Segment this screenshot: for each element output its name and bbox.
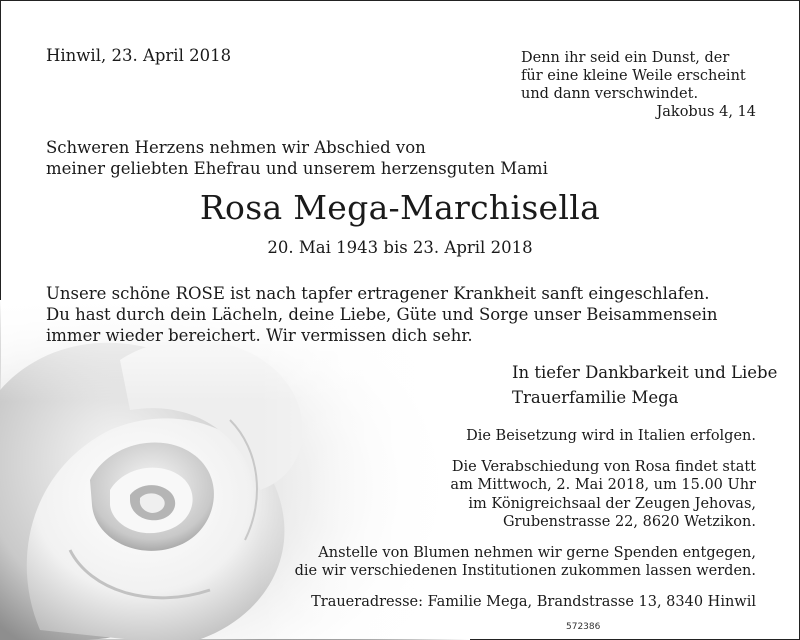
mourning-address: Traueradresse: Familie Mega, Brandstrasse 13, 8340 Hinwil xyxy=(311,593,756,610)
place-date: Hinwil, 23. April 2018 xyxy=(46,46,232,65)
ad-number: 572386 xyxy=(566,622,601,632)
intro-line: meiner geliebten Ehefrau und unserem herzensguten Mami xyxy=(46,159,548,178)
deceased-name: Rosa Mega-Marchisella xyxy=(199,188,601,227)
farewell-line: am Mittwoch, 2. Mai 2018, um 15.00 Uhr xyxy=(450,477,756,493)
ceremony-info xyxy=(295,427,756,611)
body-text xyxy=(46,283,718,346)
thanks-line: In tiefer Dankbarkeit und Liebe xyxy=(512,363,778,382)
thanks-signature xyxy=(512,360,777,410)
farewell-line: im Königreichsaal der Zeugen Jehovas, xyxy=(468,495,756,512)
quote-reference: Jakobus 4, 14 xyxy=(656,104,756,120)
intro-line: Schweren Herzens nehmen wir Abschied von xyxy=(46,138,426,157)
life-dates: 20. Mai 1943 bis 23. April 2018 xyxy=(267,238,533,257)
bible-quote xyxy=(496,49,756,121)
intro-text xyxy=(46,137,548,179)
burial-note: Die Beisetzung wird in Italien erfolgen. xyxy=(466,428,756,444)
body-line: Unsere schöne ROSE ist nach tapfer ertragener Krankheit sanft eingeschlafen. xyxy=(46,284,710,303)
quote-line: für eine kleine Weile erscheint xyxy=(521,68,746,84)
quote-line: und dann verschwindet. xyxy=(521,86,699,102)
donation-line: die wir verschiedenen Institutionen zukommen lassen werden. xyxy=(294,563,756,579)
farewell-line: Grubenstrasse 22, 8620 Wetzikon. xyxy=(502,514,756,530)
family-name: Trauerfamilie Mega xyxy=(512,388,679,407)
quote-line: Denn ihr seid ein Dunst, der xyxy=(521,50,730,66)
body-line: immer wieder bereichert. Wir vermissen dich sehr. xyxy=(46,326,473,345)
donation-line: Anstelle von Blumen nehmen wir gerne Spenden entgegen, xyxy=(318,544,756,561)
farewell-line: Die Verabschiedung von Rosa findet statt xyxy=(451,458,756,475)
body-line: Du hast durch dein Lächeln, deine Liebe, Güte und Sorge unser Beisammensein xyxy=(46,305,718,324)
